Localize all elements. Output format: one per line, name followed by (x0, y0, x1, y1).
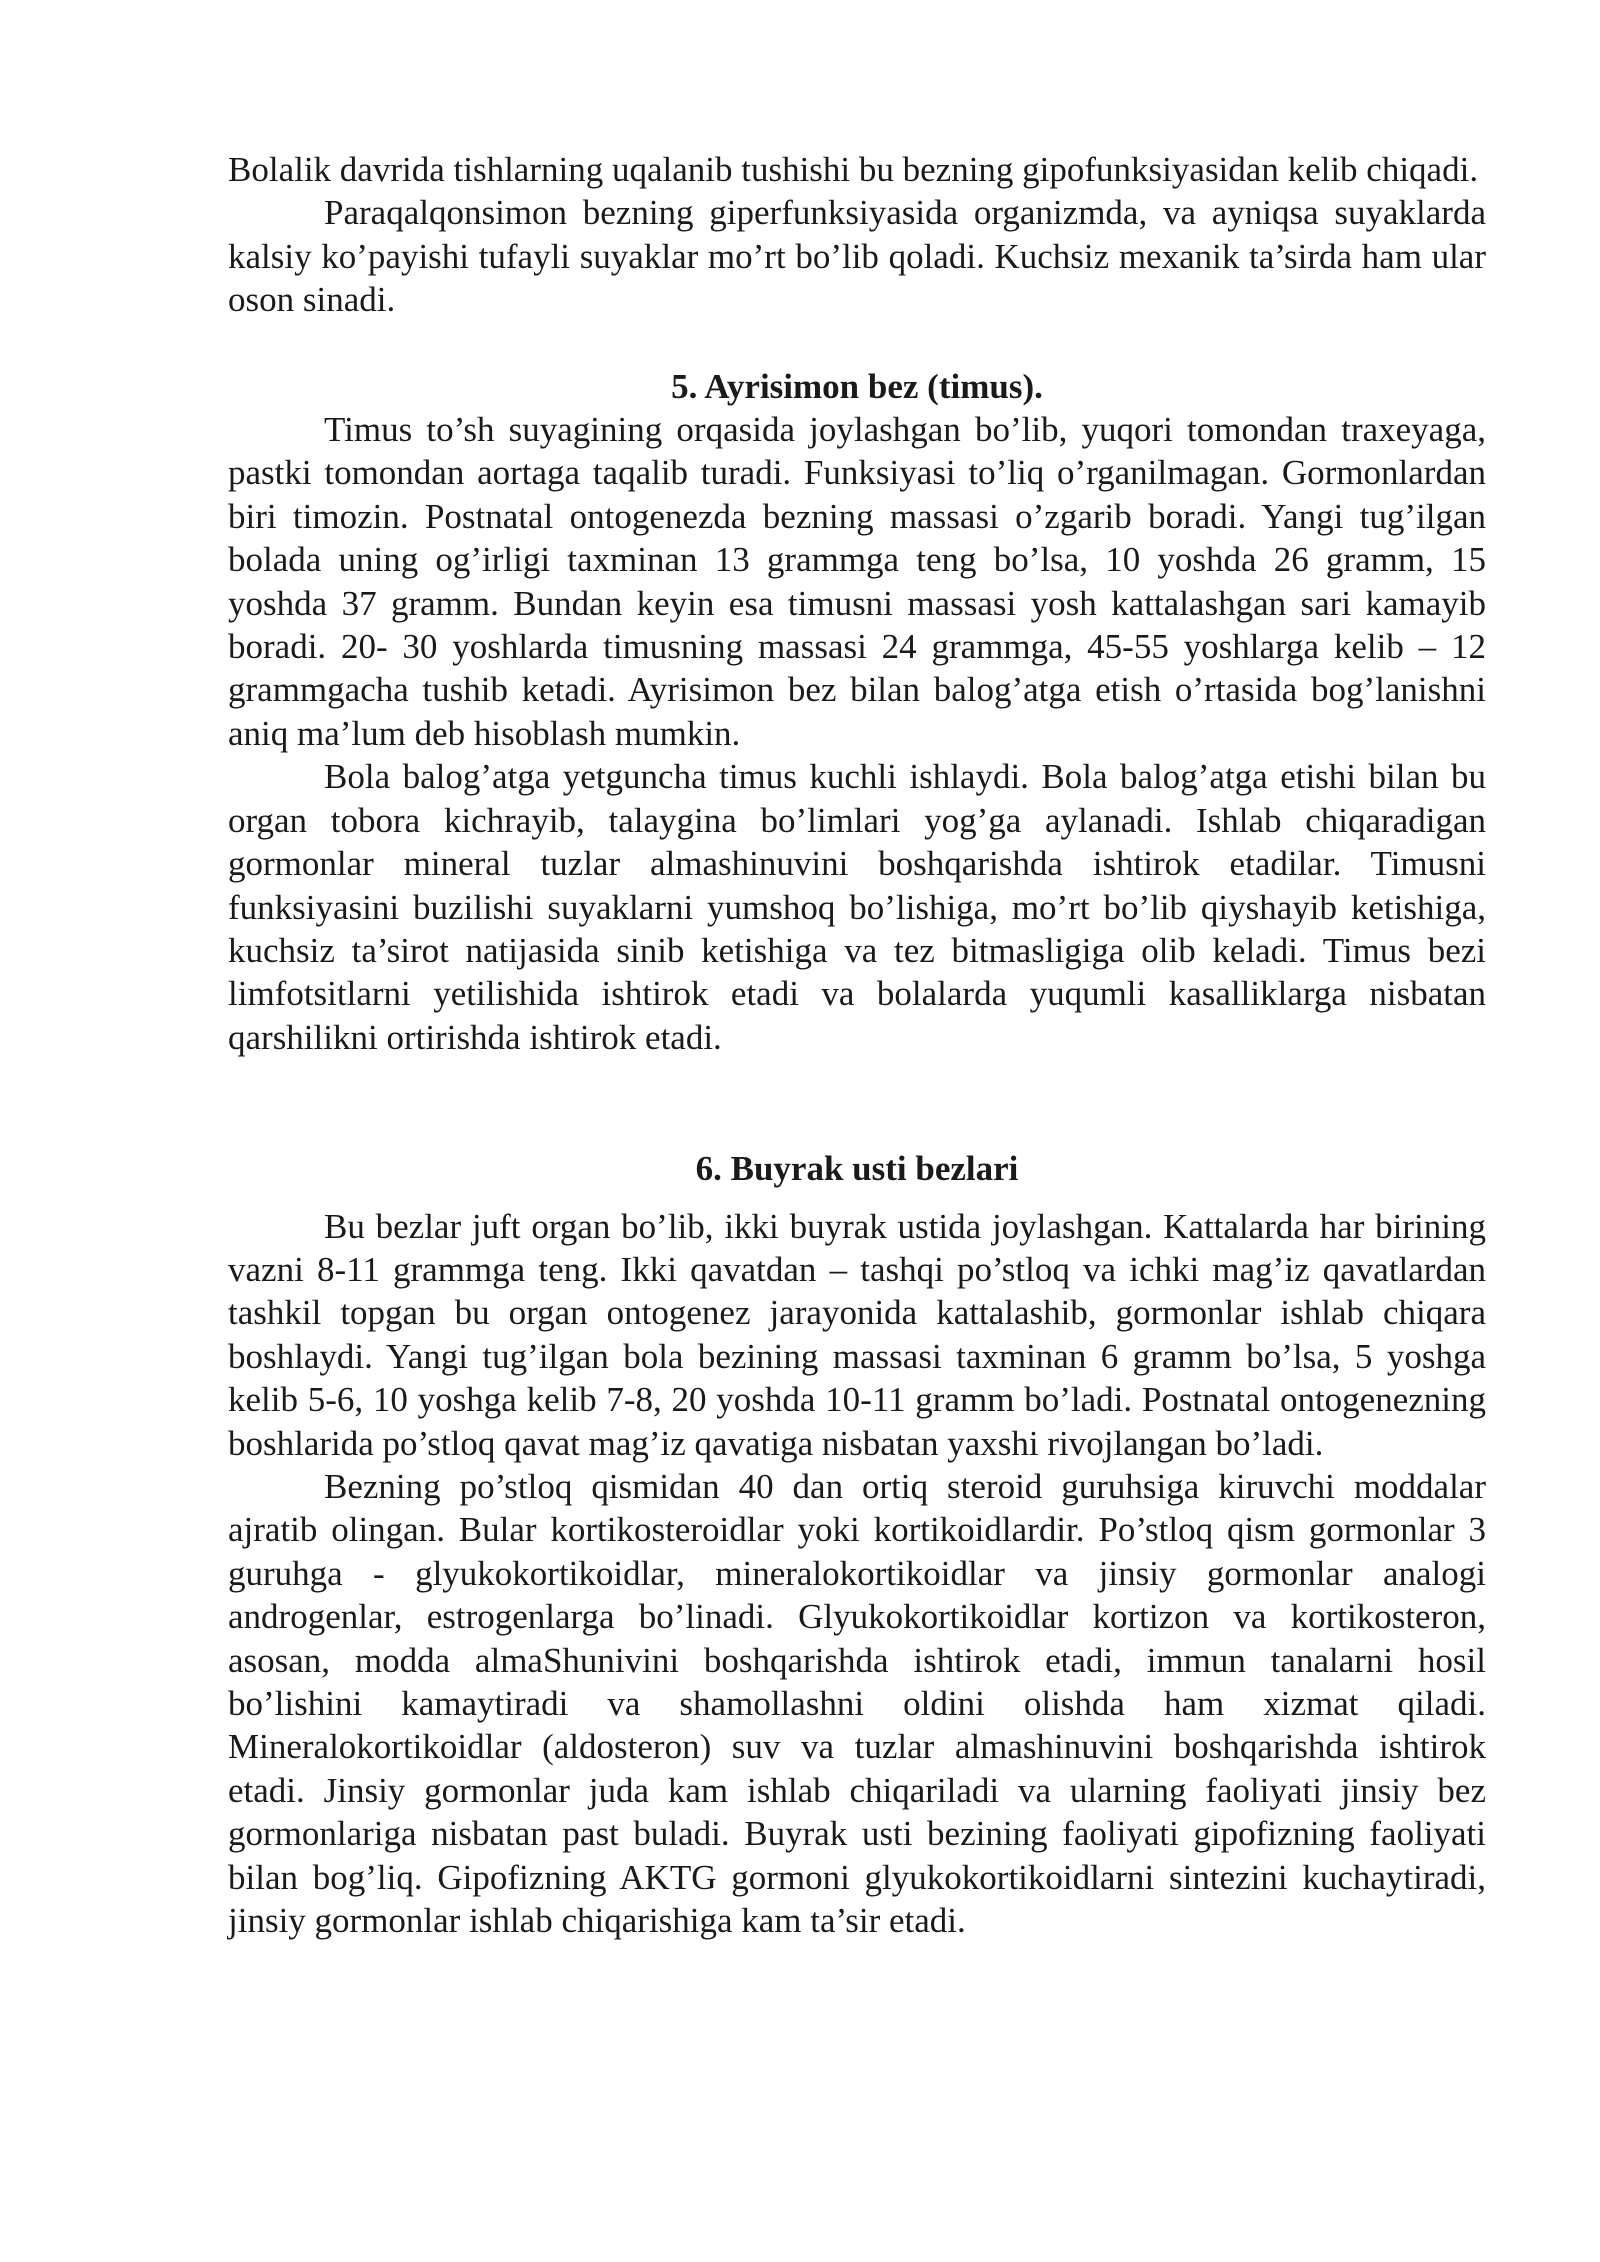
section-spacer (228, 322, 1486, 365)
heading-spacer (228, 1191, 1486, 1205)
document-page (228, 148, 1486, 1942)
paragraph-thymus-location: Timus to’sh suyagining orqasida joylashgan bo’lib, yuqori tomondan traxeyaga, pastki tomondan aortaga taqalib turadi. Funksiyasi to’liq o’rganilmagan. Gormonlardan biri timozin. Postnatal ontogenezda bezning massasi o’zgarib boradi. Yangi tug’ilgan bolada uning og’irligi taxminan 13 grammga teng bo’lsa, 10 yoshda 26 gramm, 15 yoshda 37 gramm. Bundan keyin esa timusni massasi yosh kattalashgan sari kamayib boradi. 20- 30 yoshlarda timusning massasi 24 grammga, 45-55 yoshlarga kelib – 12 grammgacha tushib ketadi. Ayrisimon bez bilan balog’atga etish o’rtasida bog’lanishni aniq ma’lum deb hisoblash mumkin. (228, 410, 1486, 753)
paragraph-parathyroid-hyperfunction: Paraqalqonsimon bezning giperfunksiyasida organizmda, va ayniqsa suyaklarda kalsiy ko’payishi tufayli suyaklar mo’rt bo’lib qoladi. Kuchsiz mexanik ta’sirda ham ular oson sinadi. (228, 193, 1486, 320)
paragraph-adrenal-structure: Bu bezlar juft organ bo’lib, ikki buyrak ustida joylashgan. Kattalarda har birining vazni 8-11 grammga teng. Ikki qavatdan – tashqi po’stloq va ichki mag’iz qavatlardan tashkil topgan bu organ ontogenez jarayonida kattalashib, gormonlar ishlab chiqara boshlaydi. Yangi tug’ilgan bola bezining massasi taxminan 6 gramm bo’lsa, 5 yoshga kelib 5-6, 10 yoshga kelib 7-8, 20 yoshda 10-11 gramm bo’ladi. Postnatal ontogenezning boshlarida po’stloq qavat mag’iz qavatiga nisbatan yaxshi rivojlangan bo’ladi. (228, 1206, 1486, 1463)
paragraph-thymus-function: Bola balog’atga yetguncha timus kuchli ishlaydi. Bola balog’atga etishi bilan bu organ tobora kichrayib, talaygina bo’limlari yog’ga aylanadi. Ishlab chiqaradigan gormonlar mineral tuzlar almashinuvini boshqarishda ishtirok etadilar. Timusni funksiyasini buzilishi suyaklarni yumshoq bo’lishiga, mo’rt bo’lib qiyshayib ketishiga, kuchsiz ta’sirot natijasida sinib ketishiga va tez bitmasligiga olib keladi. Timus bezi limfotsitlarni yetilishida ishtirok etadi va bolalarda yuqumli kasalliklarga nisbatan qarshilikni ortirishda ishtirok etadi. (228, 757, 1486, 1057)
paragraph-adrenal-hormones: Bezning po’stloq qismidan 40 dan ortiq steroid guruhsiga kiruvchi moddalar ajratib olingan. Bular kortikosteroidlar yoki kortikoidlardir. Po’stloq qism gormonlar 3 guruhga - glyukokortikoidlar, mineralokortikoidlar va jinsiy gormonlar analogi androgenlar, estrogenlarga bo’linadi. Glyukokortikoidlar kortizon va kortikosteron, asosan, modda almaShunivini boshqarishda ishtirok etadi, immun tanalarni hosil bo’lishini kamaytiradi va shamollashni oldini olishda ham xizmat qiladi. Mineralokortikoidlar (aldosteron) suv va tuzlar almashinuvini boshqarishda ishtirok etadi. Jinsiy gormonlar juda kam ishlab chiqariladi va ularning faoliyati jinsiy bez gormonlariga nisbatan past buladi. Buyrak usti bezining faoliyati gipofizning faoliyati bilan bog’liq. Gipofizning AKTG gormoni glyukokortikoidlarni sintezini kuchaytiradi, jinsiy gormonlar ishlab chiqarishiga kam ta’sir etadi. (228, 1466, 1486, 1941)
section-heading-thymus: 5. Ayrisimon bez (timus). (671, 366, 1043, 406)
section-spacer (228, 1059, 1486, 1147)
paragraph-parathyroid-hypofunction: Bolalik davrida tishlarning uqalanib tushishi bu bezning gipofunksiyasidan kelib chiqadi. (228, 150, 1479, 189)
section-heading-adrenal: 6. Buyrak usti bezlari (695, 1149, 1019, 1189)
